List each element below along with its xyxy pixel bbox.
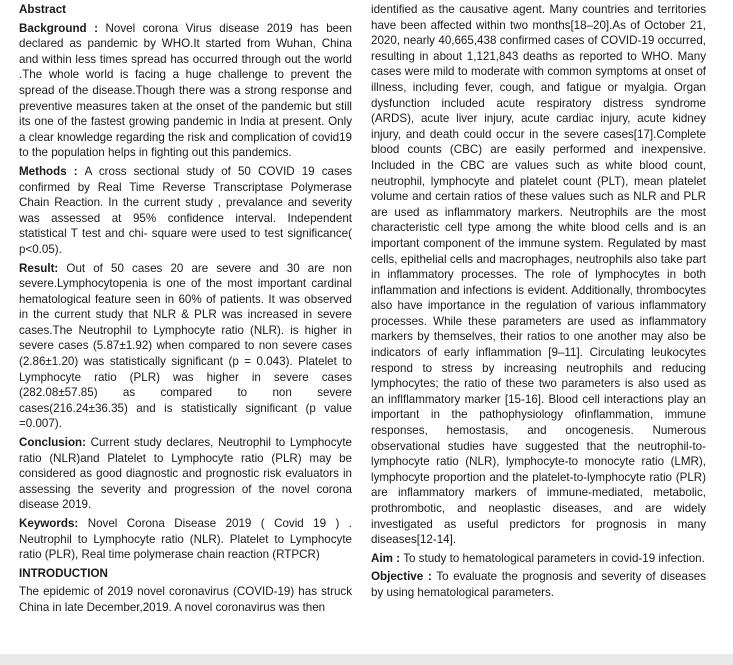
methods-paragraph (19, 164, 352, 258)
right-column (371, 2, 706, 601)
page-bottom-strip (0, 654, 733, 665)
background-paragraph (19, 21, 352, 161)
introduction-paragraph: The epidemic of 2019 novel coronavirus (COVID-19) has struck China in late December,2019. A novel coronavirus was then (19, 585, 352, 614)
result-label: Result: (19, 261, 67, 275)
objective-text: To evaluate the prognosis and severity of diseases by using hematological parameters. (371, 570, 706, 599)
keywords-label: Keywords: (19, 517, 88, 530)
objective-label: Objective : (371, 570, 437, 584)
aim-label: Aim : (371, 551, 404, 565)
abstract-heading: Abstract (19, 3, 67, 16)
keywords-text: Novel Corona Disease 2019 ( Covid 19 ) . Neutrophil to Lymphocyte ratio (NLR). Platelet to Lymphocyte ratio (PLR), Real time polymerase chain reaction (RTPCR) (19, 517, 353, 562)
methods-text: A cross sectional study of 50 COVID 19 cases confirmed by Real Time Reverse Transcriptase Polymerase Chain Reaction. In the current study , prevalance and severity was assessed at 95% confidence interval. Independent statistical T test and chi- square were used to test significance( p<0.05). (19, 164, 352, 256)
result-paragraph (19, 261, 352, 433)
objective-paragraph (371, 569, 706, 600)
conclusion-label: Conclusion: (19, 436, 91, 450)
result-text: Out of 50 cases 20 are severe and 30 are non severe.Lymphocytopenia is one of the most important cardinal hematological feature seen in 60% of patients. It was observed in the current study that NLR & PLR was increased in severe cases.The Neutrophil to Lymphocyte ratio (NLR). is higher in severe cases (5.87±1.92) when compared to non severe cases (2.86±1.20) was statistically significant (p = 0.043). Platelet to Lymphocyte ratio (PLR) was higher in severe cases (282.08±57.85) as compared to non severe cases(216.24±36.35) and is statistically significant (p value =0.007). (19, 261, 352, 431)
background-text: Novel corona Virus disease 2019 has been declared as pandemic by WHO.It started from Wuhan, China and within less times spread has occurred through out the world .The whole world is facing a huge challenge to prevent the spread of the disease.Though there was a strong response and preventive measures taken at the onset of the pandemic but still its one of the fastest growing pandemic in India at present. Only a clear knowledge regarding the risk and complication of covid19 to the population helps in fighting out this pandemics. (19, 21, 352, 160)
aim-text: To study to hematological parameters in covid-19 infection. (403, 551, 705, 565)
keywords-paragraph (19, 516, 352, 563)
background-label: Background : (19, 21, 106, 35)
introduction-heading: INTRODUCTION (19, 566, 108, 580)
conclusion-paragraph (19, 435, 352, 513)
aim-paragraph (371, 551, 706, 567)
left-column (19, 2, 352, 616)
methods-label: Methods : (19, 164, 85, 178)
introduction-continued-paragraph: identified as the causative agent. Many countries and territories have been affected within two months[18–20].As of October 21, 2020, nearly 40,665,438 confirmed cases of COVID-19 occurred, resulting in about 1,121,843 deaths as reported to WHO. Many cases were mild to moderate with common symptoms at onset of illness, including fever, cough, and fatigue or myalgia. Organ dysfunction included acute respiratory distress syndrome (ARDS), acute liver injury, acute cardiac injury, acute kidney injury, and death could occur in the severe cases[17].Complete blood counts (CBC) are easily performed and inexpensive. Included in the CBC are values such as white blood count, neutrophil, lymphocyte and platelet count (PLT), mean platelet volume and certain ratios of these values such as NLR and PLR are used as inflammatory markers. Neutrophils are the most characteristic cell type among the white blood cells and is an important component of the immune system. Regulated by mast cells, epithelial cells and macrophages, neutrophils also take part in inflammatory processes. The role of lymphocytes in both inflammation and infections is evident. Additionally, thrombocytes also have importance in the regulation of various inflammatory processes. While these parameters are used as inflammatory markers by themselves, their ratios to one another may also be indicators of early inflammation [9–11]. Circulating leukocytes respond to stress by increasing neutrophils and reducing lymphocytes; the ratio of these two parameters is also used as an inflflammatory marker [15-16]. Blood cell interactions play an important in the pathophysiology ofinflammation, immune responses, hemostasis, and oncogenesis. Numerous observational studies have suggested that the neutrophil-to-lymphocyte ratio (NLR), lymphocyte-to monocyte ratio (LMR), lymphocyte proportion and the platelet-to-lymphocyte ratio (PLR) are inflammatory markers of immune-mediated, metabolic, prothrombotic, and neoplastic diseases, and are widely investigated as useful predictors for prognosis in many diseases[12-14]. (371, 3, 706, 547)
conclusion-text: Current study declares, Neutrophil to Lymphocyte ratio (NLR)and Platelet to Lymphocyte ratio (PLR) may be considered as good diagnostic and prognostic risk evaluators in assessing the severity and progression of the novel corona disease 2019. (19, 436, 352, 512)
